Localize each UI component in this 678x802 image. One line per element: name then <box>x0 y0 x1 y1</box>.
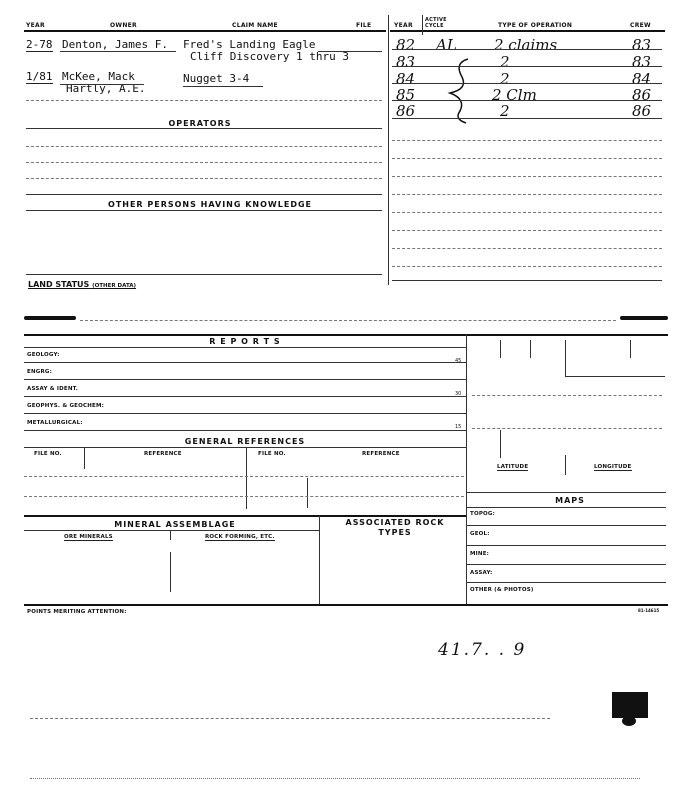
header-file: FILE <box>356 22 372 29</box>
operators-line-2 <box>26 162 382 163</box>
owner-2-underline <box>60 84 144 85</box>
scan-smear-left <box>24 316 76 320</box>
mineral-title-rule <box>24 530 319 531</box>
reports-title: R E P O R T S <box>209 337 281 346</box>
ref-reference-2: REFERENCE <box>362 451 400 457</box>
grid-v6 <box>565 455 566 475</box>
owner-1-claim-2: Cliff Discovery 1 thru 3 <box>190 50 349 63</box>
op-4-type: 2 Clm <box>492 86 537 104</box>
op-3-year: 84 <box>396 70 416 88</box>
reports-title-rule <box>24 347 466 348</box>
op-rule-5 <box>392 118 662 119</box>
reports-top-rule <box>24 334 668 336</box>
op-right-line-5 <box>392 212 662 213</box>
report-geophys: GEOPHYS. & GEOCHEM: <box>27 403 105 409</box>
op-1-year: 82 <box>396 36 416 54</box>
operators-rule <box>26 128 382 129</box>
header-year-right: YEAR <box>394 22 413 29</box>
margin-45: 45 <box>455 358 462 364</box>
op-5-crew: 86 <box>632 102 652 120</box>
maps-title: MAPS <box>555 496 585 505</box>
latitude-label: LATITUDE <box>497 464 529 470</box>
form-number: 81-14615 <box>638 608 660 613</box>
owner-2-claim-underline <box>183 86 263 87</box>
op-1-crew: 83 <box>632 36 652 54</box>
op-rule-4 <box>392 100 662 101</box>
ore-divider-top <box>170 530 171 540</box>
owner-1-underline <box>60 51 176 52</box>
grid-h1 <box>565 376 665 377</box>
header-type-of-operation: TYPE OF OPERATION <box>498 22 573 29</box>
column-divider <box>388 15 389 285</box>
op-rule-3 <box>392 83 662 84</box>
scan-artifact-bottom <box>30 778 640 779</box>
op-4-crew: 86 <box>632 86 652 104</box>
report-rule-5 <box>24 430 466 431</box>
ore-divider <box>170 552 171 592</box>
rock-forming-label: ROCK FORMING, ETC. <box>205 534 275 540</box>
op-right-line-1 <box>392 140 662 141</box>
op-3-crew: 84 <box>632 70 652 88</box>
map-rule-1 <box>466 525 666 526</box>
op-right-line-8 <box>392 266 662 267</box>
header-active-cycle: ACTIVE CYCLE <box>425 17 447 29</box>
map-topog: TOPOG: <box>470 511 496 517</box>
ref-line-2 <box>24 496 464 497</box>
grid-v3 <box>565 340 566 376</box>
general-references-title: GENERAL REFERENCES <box>184 437 306 446</box>
grid-h3 <box>472 428 662 429</box>
op-2-type: 2 <box>500 53 510 71</box>
other-persons-bottom <box>26 274 382 275</box>
header-claim-name: CLAIM NAME <box>232 22 278 29</box>
points-meriting-label: POINTS MERITING ATTENTION: <box>27 609 127 615</box>
owner-1-claim-underline <box>318 51 382 52</box>
map-rule-3 <box>466 564 666 565</box>
op-right-line-7 <box>392 248 662 249</box>
report-rule-2 <box>24 379 466 380</box>
grid-v4 <box>630 340 631 358</box>
op-5-type: 2 <box>500 102 510 120</box>
handwritten-note: 41.7. . 9 <box>438 640 527 660</box>
longitude-label: LONGITUDE <box>594 464 632 470</box>
grid-v2 <box>530 340 531 358</box>
ref-col-divider-1 <box>84 447 85 469</box>
op-right-line-9 <box>392 280 662 281</box>
bottom-rule <box>24 604 668 606</box>
map-rule-4 <box>466 582 666 583</box>
op-right-line-2 <box>392 158 662 159</box>
header-year: YEAR <box>26 22 45 29</box>
scan-black-mark <box>612 692 648 718</box>
owner-1-year: 2-78 <box>26 38 53 51</box>
map-other: OTHER (& PHOTOS) <box>470 587 534 593</box>
header-rule-right <box>390 30 665 32</box>
references-rule <box>24 447 466 448</box>
land-status-title <box>28 280 136 289</box>
op-right-line-6 <box>392 230 662 231</box>
report-engrg: ENGRG: <box>27 369 53 375</box>
ref-line-1 <box>24 476 464 477</box>
ref-col-divider-3 <box>307 478 308 508</box>
operators-line-3 <box>26 178 382 179</box>
op-3-type: 2 <box>500 70 510 88</box>
op-right-line-3 <box>392 176 662 177</box>
mineral-assemblage-title: MINERAL ASSEMBLAGE <box>114 520 236 529</box>
header-owner: OWNER <box>110 22 137 29</box>
ref-col-divider-2 <box>246 447 247 509</box>
op-2-crew: 83 <box>632 53 652 71</box>
operators-line-1 <box>26 146 382 147</box>
ref-file-no-1: FILE NO. <box>34 451 62 457</box>
owner-1-claim-1: Fred's Landing Eagle <box>183 38 316 51</box>
grid-h2 <box>472 395 662 396</box>
owner-2-claim: Nugget 3-4 <box>183 72 250 85</box>
header-crew: CREW <box>630 22 651 29</box>
report-metallurgical: METALLURGICAL: <box>27 420 83 426</box>
operators-line-4 <box>26 194 382 195</box>
mineral-divider <box>319 515 320 605</box>
ref-reference-1: REFERENCE <box>144 451 182 457</box>
owner-2-name-2: Hartly, A.E. <box>66 82 146 95</box>
ref-file-no-2: FILE NO. <box>258 451 286 457</box>
op-2-year: 83 <box>396 53 416 71</box>
scan-artifact-line <box>30 718 550 719</box>
other-persons-rule <box>26 210 382 211</box>
scan-smear-right <box>620 316 668 320</box>
report-rule-3 <box>24 396 466 397</box>
other-persons-title: OTHER PERSONS HAVING KNOWLEDGE <box>108 200 312 209</box>
land-status-line <box>80 320 616 321</box>
owner-blank-line <box>26 100 382 101</box>
grid-v5 <box>500 430 501 458</box>
op-4-year: 85 <box>396 86 416 104</box>
margin-15: 15 <box>455 424 462 430</box>
map-rule-2 <box>466 545 666 546</box>
land-status-label: LAND STATUS <box>28 280 90 289</box>
report-assay: ASSAY & IDENT. <box>27 386 79 392</box>
op-rule-2 <box>392 66 662 67</box>
scan-black-blot <box>622 716 636 726</box>
report-rule-1 <box>24 362 466 363</box>
op-5-year: 86 <box>396 102 416 120</box>
report-rule-4 <box>24 413 466 414</box>
op-right-line-4 <box>392 194 662 195</box>
active-divider <box>422 15 423 35</box>
grid-v1 <box>500 340 501 358</box>
op-rule-1 <box>392 49 662 50</box>
owner-2-year: 1/81 <box>26 70 53 83</box>
maps-top-rule <box>466 492 666 493</box>
ore-minerals-label: ORE MINERALS <box>64 534 113 540</box>
owner-1-name: Denton, James F. <box>62 38 168 51</box>
header-rule-left <box>24 30 386 32</box>
map-mine: MINE: <box>470 551 490 557</box>
map-assay: ASSAY: <box>470 570 493 576</box>
maps-title-rule <box>466 507 666 508</box>
margin-30: 30 <box>455 391 462 397</box>
op-1-type: 2 claims <box>494 36 558 54</box>
operators-title: OPERATORS <box>168 119 232 128</box>
op-1-active: AL <box>436 36 457 54</box>
land-status-sub: (OTHER DATA) <box>92 283 137 289</box>
mineral-top-rule <box>24 515 466 517</box>
associated-rock-types-title: ASSOCIATED ROCK TYPES <box>345 518 445 537</box>
owner-2-name: McKee, Mack <box>62 70 135 83</box>
report-geology: GEOLOGY: <box>27 352 60 358</box>
map-geol: GEOL: <box>470 531 490 537</box>
